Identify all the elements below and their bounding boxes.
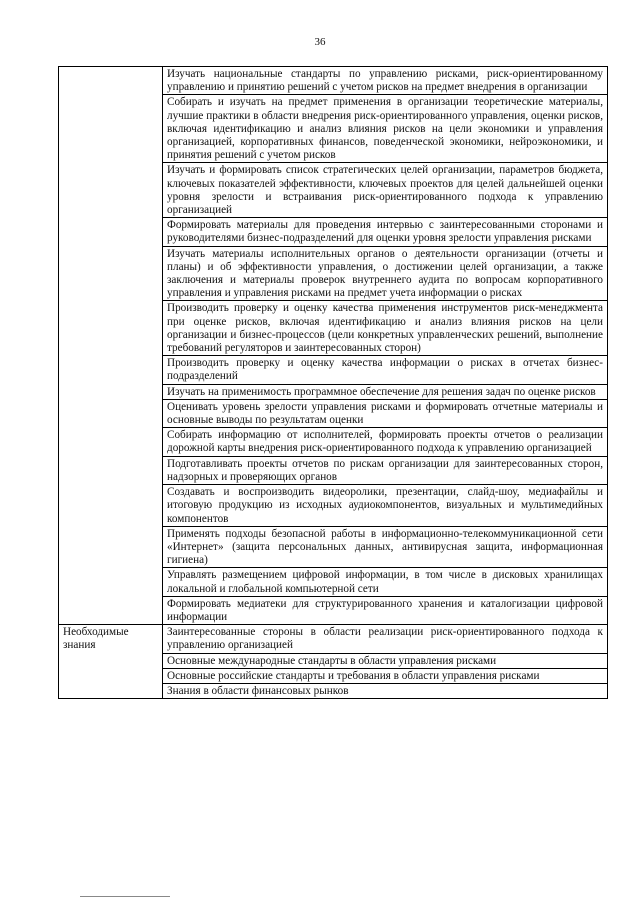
table-cell-text: Оценивать уровень зрелости управления рисками и формировать отчетные материалы и основные выводы по результатам оценки	[163, 399, 608, 427]
table-cell-text: Изучать и формировать список стратегических целей организации, параметров бюджета, ключевых показателей эффективности, ключевых проектов для целей дальнейшей оценки уровня зрелости и встраивания риск-ориентированного подхода к управлению организацией	[163, 163, 608, 218]
table-cell-text: Собирать и изучать на предмет применения в организации теоретические материалы, лучшие практики в области внедрения риск-ориентированного управления, оценки рисков, включая идентификацию и анализ влияния рисков на цели экономики и управления организацией, корпоративных финансов, поведенческой экономики, нейроэкономики, и принятия решений с учетом рисков	[163, 95, 608, 163]
table-cell-text: Создавать и воспроизводить видеоролики, презентации, слайд-шоу, медиафайлы и итоговую продукцию из исходных аудиокомпонентов, визуальных и мультимедийных компонентов	[163, 485, 608, 527]
table-cell-text: Формировать материалы для проведения интервью с заинтересованными сторонами и руководителями бизнес-подразделений для оценки уровня зрелости управления рисками	[163, 218, 608, 246]
table-cell-text: Изучать на применимость программное обеспечение для решения задач по оценке рисков	[163, 384, 608, 399]
table-cell-text: Основные российские стандарты и требования в области управления рисками	[163, 668, 608, 683]
table-cell-text: Производить проверку и оценку качества применения инструментов риск-менеджмента при оценке рисков, включая идентификацию и анализ влияния рисков на цели организации и бизнес-процессов (цели конкретных управленческих решений, выполнение требований регуляторов и заинтересованных сторон)	[163, 301, 608, 356]
table-cell-text: Знания в области финансовых рынков	[163, 683, 608, 698]
page-number: 36	[314, 36, 326, 48]
table-cell-text: Применять подходы безопасной работы в информационно-телекоммуникационной сети «Интернет» (защита персональных данных, антивирусная защита, информационная гигиена)	[163, 526, 608, 568]
table-cell-text: Собирать информацию от исполнителей, формировать проекты отчетов о реализации дорожной карты внедрения риск-ориентированного подхода к управлению организацией	[163, 428, 608, 456]
table-cell-text: Изучать национальные стандарты по управлению рисками, риск-ориентированному управлению и принятию решений с учетом рисков на предмет внедрения в организации	[163, 67, 608, 95]
table-cell-text: Подготавливать проекты отчетов по рискам организации для заинтересованных сторон, надзорных и проверяющих органов	[163, 456, 608, 484]
scan-artifact	[80, 896, 170, 897]
skills-table	[58, 66, 608, 699]
table-body	[59, 67, 608, 699]
table-cell-text: Производить проверку и оценку качества информации о рисках в отчетах бизнес-подразделений	[163, 356, 608, 384]
table-cell-text: Заинтересованные стороны в области реализации риск-ориентированного подхода к управлению организацией	[163, 625, 608, 653]
table-cell-text: Изучать материалы исполнительных органов о деятельности организации (отчеты и планы) и об эффективности управления, о достижении целей организации, а также заключения и материалы проверок внутреннего аудита по вопросам корпоративного управления и управления рисками на предмет учета информации о рисках	[163, 246, 608, 301]
table-row	[59, 67, 608, 95]
table-row	[59, 625, 608, 653]
table-cell-text: Формировать медиатеки для структурированного хранения и каталогизации цифровой информации	[163, 596, 608, 624]
table-cell-text: Основные международные стандарты в области управления рисками	[163, 653, 608, 668]
table-cell-text: Управлять размещением цифровой информации, в том числе в дисковых хранилищах локальной и глобальной компьютерной сети	[163, 568, 608, 596]
section-label	[59, 67, 163, 625]
section-label: Необходимые знания	[59, 625, 163, 699]
